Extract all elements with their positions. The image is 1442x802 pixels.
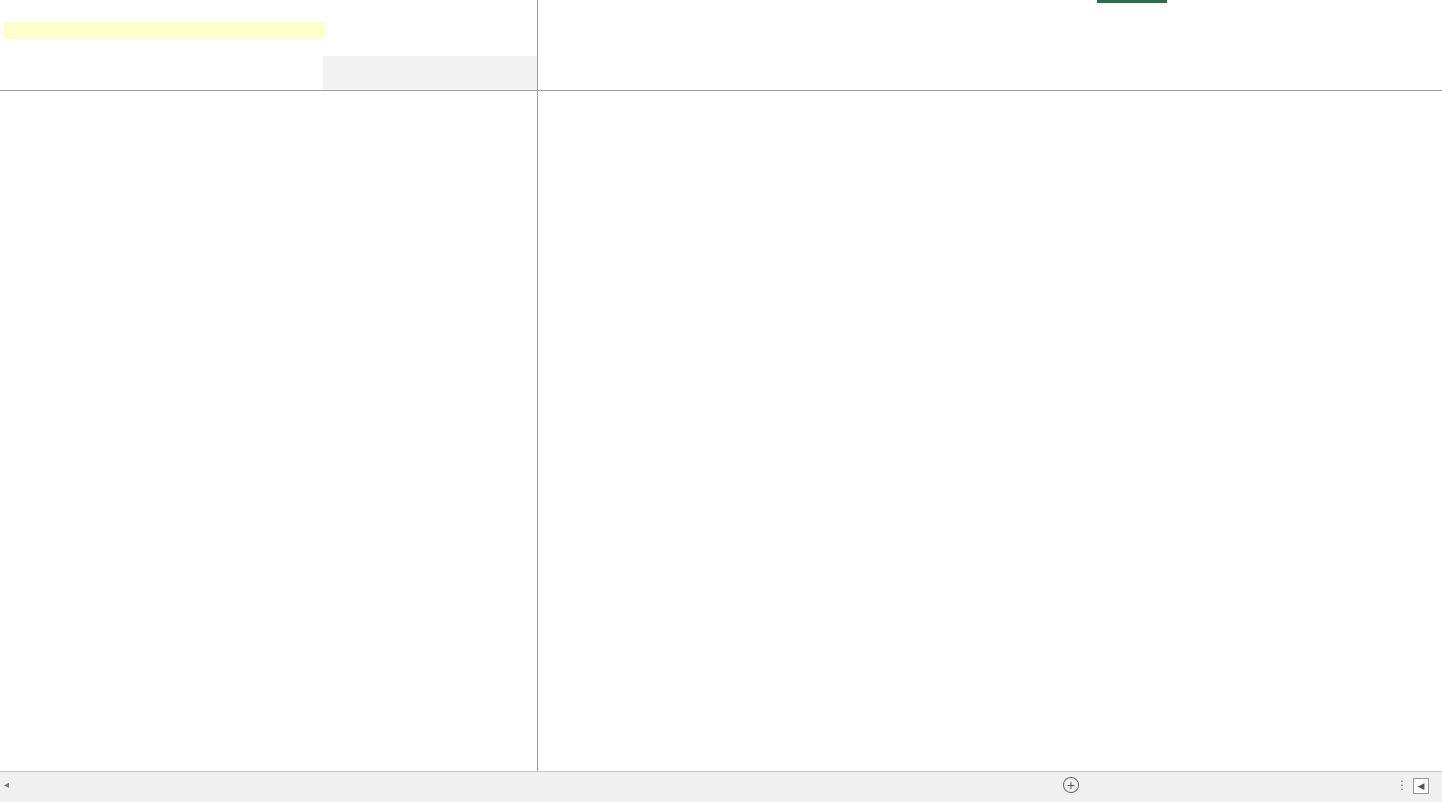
plus-circle-icon[interactable]: + bbox=[1063, 777, 1079, 793]
more-options-icon[interactable]: ⋮ bbox=[1396, 778, 1408, 792]
header-current-actual bbox=[382, 56, 441, 90]
horizontal-scroll-left-button[interactable]: ◀ bbox=[1413, 778, 1429, 794]
input-shade-note bbox=[4, 22, 326, 39]
freeze-pane-vertical bbox=[537, 0, 538, 771]
header-total-budget bbox=[323, 56, 382, 90]
header-pct-utilized bbox=[441, 56, 537, 90]
selected-column-indicator bbox=[1097, 0, 1167, 3]
sheet-tab-bar bbox=[0, 771, 1442, 802]
tab-scroll-left-icon[interactable]: ◂ bbox=[4, 780, 10, 791]
freeze-pane-horizontal bbox=[0, 90, 1442, 91]
